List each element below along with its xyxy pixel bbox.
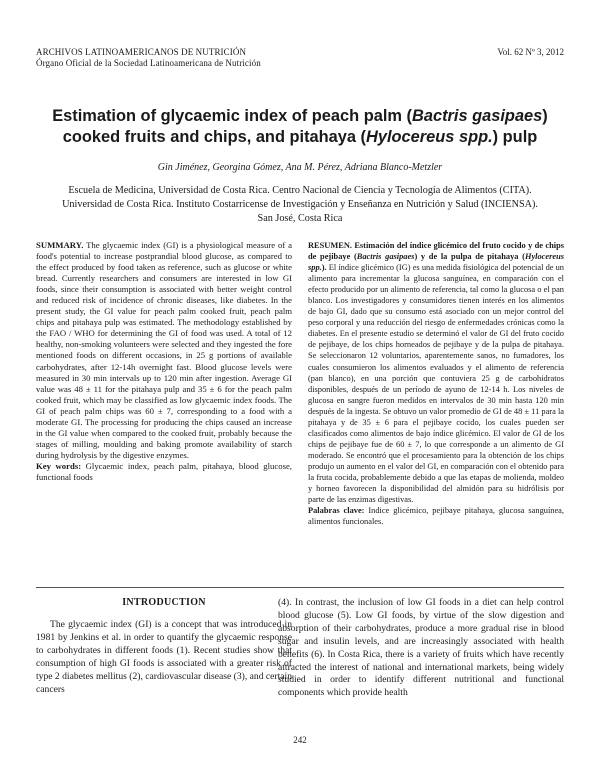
summary-text: The glycaemic index (GI) is a physiological measure of a food's potential to increase postprandial blood glucose, as compared to the effect produced by food taken as reference, such as glucose or white bread. Currently researchers and consumers are interested in low GI foods, since their consumption is associated with better weight control and reduced risk of incidence of chronic diseases, like diabetes. In the present study, the GI value for peach palm cooked fruit, peach palm chips and pitahaya pulp was estimated. The methodology established by the FAO / WHO for determining the GI of food was used. A total of 12 healthy, non-smoking volunteers were selected and they ingested the fore mentioned foods on different occasions, in 25 g portions of available carbohydrates, after 12-14h overnight fast. Blood glucose levels were measured in 30 min intervals up to 120 min after ingestion. Average GI value was 48 ± 11 for the pitahaya pulp and 35 ± 6 for the peach palm cooked fruit, which may be classified as low glycaemic index foods. The GI of peach palm chips was 60 ± 7, corresponding to a food with a moderate GI. The processing for producing the chips caused an increase in the GI value when compared to the cooked fruit, probably because the stages of milling, moulding and baking promote availability of starch during hydrolysis by the digestive enzymes. xyxy=(36,240,292,460)
keywords-label: Key words: xyxy=(36,460,82,471)
affiliation: Escuela de Medicina, Universidad de Costa Rica. Centro Nacional de Ciencia y Tecnología de Alimentos (CITA). Universidad de Costa Rica. Instituto Costarricense de Investigación y Enseñanza en Nutrición y Salud (INCIENSA). San José, Costa Rica xyxy=(62,185,538,224)
keywords-text: Glycaemic index, peach palm, pitahaya, blood glucose, functional foods xyxy=(36,460,292,482)
summary-label: SUMMARY. xyxy=(36,240,84,250)
volume-info: Vol. 62 Nº 3, 2012 xyxy=(497,47,564,57)
palabras-clave-text: Indice glicémico, pejibaye pitahaya, glucosa sanguínea, alimentos funcionales. xyxy=(308,506,564,527)
introduction-left-column: The glycaemic index (GI) is a concept that was introduced in 1981 by Jenkins et al. in order to quantify the glycaemic response to carbohydrates in different foods (1). Recent studies show that consumption of high GI foods is associated with a greater risk of type 2 diabetes mellitus (2), cardiovascular disease (3), and certain cancers xyxy=(36,619,293,695)
abstract-spanish xyxy=(308,240,564,527)
resumen-label: RESUMEN. Estimación del índice glicémico del fruto cocido y de chips de pejibaye (Bactris gasipaes) y de la pulpa de pitahaya (Hylocereus spp.). xyxy=(308,241,565,273)
page-number: 242 xyxy=(293,735,307,745)
article-title: Estimation of glycaemic index of peach palm (Bactris gasipaes) cooked fruits and chips, and pitahaya (Hylocereus spp.) pulp xyxy=(52,107,548,146)
journal-organ: Órgano Oficial de la Sociedad Latinoamericana de Nutrición xyxy=(36,58,261,68)
journal-name: ARCHIVOS LATINOAMERICANOS DE NUTRICIÓN xyxy=(36,47,247,57)
running-header xyxy=(36,47,261,69)
palabras-clave-label: Palabras clave: xyxy=(308,506,365,516)
introduction-heading: INTRODUCTION xyxy=(122,597,206,608)
abstract-english xyxy=(36,240,292,483)
section-divider xyxy=(36,587,564,588)
author-list: Gin Jiménez, Georgina Gómez, Ana M. Pérez, Adriana Blanco-Metzler xyxy=(157,162,443,173)
introduction-right-column: (4). In contrast, the inclusion of low GI foods in a diet can help control blood glucose (5). Low GI foods, by virtue of the slow digestion and absorption of their carbohydrates, produce a more gradual rise in blood sugar and insulin levels, and are increasingly associated with health benefits (6). In Costa Rica, there is a variety of fruits which have recently attracted the interest of national and international markets, being widely studied in order to identify different nutritional and functional components which provide health xyxy=(278,597,564,699)
resumen-text: El índice glicémico (IG) es una medida fisiológica del potencial de un alimento para incrementar la glucosa sanguínea, en comparación con el efecto producido por un alimento de referencia, tal como la glucosa o el pan blanco. Los investigadores y consumidores tienen interés en los alimentos de bajo GI, dado que su consumo está asociado con un mejor control del peso corporal y una reducción del riesgo de enfermedades crónicas como la diabetes. En el presente estudio se determinó el valor de GI del fruto cocido de pejibaye, de los chips horneados de pejibaye y de la pulpa de pitahaya. Se seleccionaron 12 voluntarios, aparentemente sanos, no fumadores, los cuales consumieron los alimentos evaluados y el alimento de referencia (pan blanco), en una porción que contuviera 25 g de carbohidratos disponibles, después de un período de ayuno de 12-14 h. Los niveles de glucosa en sangre fueron medidos en intervalos de 30 min hasta 120 min después de la ingesta. Se obtuvo un valor promedio de GI de 48 ± 11 para la pitahaya y de 35 ± 6 para el pejibaye cocido, los cuales pueden ser clasificados como alimentos de bajo índice glicémico. El valor de GI de los chips de pejibaye fue de 60 ± 7, lo que corresponde a un alimento de GI moderado. Se encontró que el procesamiento para la obtención de los chips produjo un aumento en el valor del GI, en comparación con el obtenido para la fruta cocida, probablemente debido a que las etapas de molienda, moldeo y horneo favorecen la disponibilidad del almidón para su hidrólisis por parte de las enzimas digestivas. xyxy=(308,263,564,505)
